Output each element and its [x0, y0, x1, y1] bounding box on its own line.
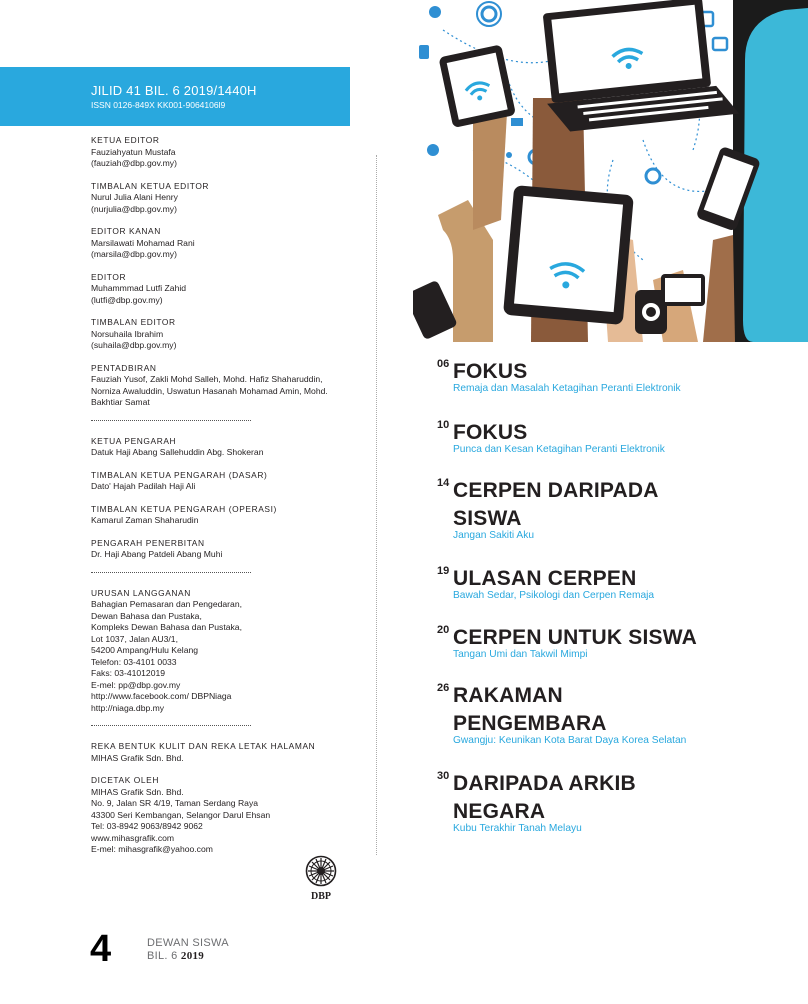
magazine-name: DEWAN SISWA	[147, 937, 229, 949]
masthead-block	[91, 363, 366, 409]
contents-page-number: 06	[437, 358, 450, 370]
masthead-block	[91, 775, 366, 856]
contents-title: CERPEN DARIPADA	[453, 479, 659, 502]
masthead-role: TIMBALAN EDITOR	[91, 317, 176, 327]
masthead-line: E-mel: pp@dbp.gov.my	[91, 679, 181, 690]
masthead-block	[91, 181, 366, 216]
masthead-line: Dr. Haji Abang Patdeli Abang Muhi	[91, 549, 223, 559]
masthead-line: Norniza Awaluddin, Uswatun Hasanah Mohamad Amin, Mohd.	[91, 385, 328, 396]
masthead-line: Datuk Haji Abang Sallehuddin Abg. Shokeran	[91, 447, 264, 457]
masthead-line: http://niaga.dbp.my	[91, 702, 165, 713]
masthead-block	[91, 317, 366, 352]
contents-subtitle: Bawah Sedar, Psikologi dan Cerpen Remaja	[453, 590, 655, 601]
contents-title: ULASAN CERPEN	[453, 567, 637, 590]
devices-illustration	[413, 0, 808, 342]
contents-title: FOKUS	[453, 360, 528, 383]
contents-title: NEGARA	[453, 800, 546, 823]
contents-title: PENGEMBARA	[453, 712, 607, 735]
contents-subtitle: Punca dan Kesan Ketagihan Peranti Elektronik	[453, 444, 665, 455]
masthead-role: TIMBALAN KETUA PENGARAH (DASAR)	[91, 469, 268, 480]
masthead-block	[91, 504, 366, 527]
masthead-line: Marsilawati Mohamad Rani	[91, 237, 195, 248]
contents-subtitle: Gwangju: Keunikan Kota Barat Daya Korea Selatan	[453, 735, 687, 746]
contents-entry[interactable]	[437, 419, 807, 456]
masthead-line: Muhammmad Lutfi Zahid	[91, 283, 187, 293]
contents-subtitle: Jangan Sakiti Aku	[453, 530, 534, 541]
masthead-role: TIMBALAN KETUA PENGARAH (OPERASI)	[91, 503, 277, 514]
contents-title: DARIPADA ARKIB	[453, 772, 636, 795]
masthead-line: E-mel: mihasgrafik@yahoo.com	[91, 844, 213, 854]
masthead-line: (nurjulia@dbp.gov.my)	[91, 203, 177, 214]
contents-entry[interactable]	[437, 477, 807, 542]
dotted-separator	[91, 572, 251, 573]
contents-page-number: 26	[437, 682, 450, 694]
masthead-line: MIHAS Grafik Sdn. Bhd.	[91, 786, 184, 797]
masthead-role: EDITOR KANAN	[91, 226, 161, 236]
masthead-line: Norsuhaila Ibrahim	[91, 328, 164, 339]
contents-page-number: 19	[437, 565, 450, 577]
masthead-block	[91, 135, 366, 170]
contents-subtitle: Kubu Terakhir Tanah Melayu	[453, 823, 582, 834]
masthead-role: REKA BENTUK KULIT DAN REKA LETAK HALAMAN	[91, 741, 316, 751]
masthead-line: (lutfi@dbp.gov.my)	[91, 294, 163, 305]
contents-entry[interactable]	[437, 358, 807, 395]
column-divider	[376, 155, 377, 855]
masthead-line: Tel: 03-8942 9063/8942 9062	[91, 821, 203, 831]
masthead-role: URUSAN LANGGANAN	[91, 587, 191, 598]
contents-entry[interactable]	[437, 682, 807, 747]
masthead-block	[91, 272, 366, 307]
issue-number: BIL. 6	[147, 950, 178, 962]
dbp-logo	[305, 855, 337, 903]
masthead-line: Kompleks Dewan Bahasa dan Pustaka,	[91, 622, 242, 632]
masthead-block	[91, 538, 366, 561]
contents-subtitle: Tangan Umi dan Takwil Mimpi	[453, 649, 588, 660]
issue-band	[0, 67, 350, 126]
masthead-line: (suhaila@dbp.gov.my)	[91, 340, 177, 350]
contents-page-number: 30	[437, 770, 450, 782]
masthead-line: Fauziahyatun Mustafa	[91, 146, 176, 157]
masthead-line: Dewan Bahasa dan Pustaka,	[91, 610, 202, 621]
contents-entry[interactable]	[437, 565, 807, 602]
contents-title: SISWA	[453, 507, 522, 530]
masthead-line: (marsila@dbp.gov.my)	[91, 249, 177, 259]
contents-title: FOKUS	[453, 421, 528, 444]
contents-entry[interactable]	[437, 770, 807, 835]
contents-page-number: 20	[437, 624, 450, 636]
masthead-role: PENTADBIRAN	[91, 362, 157, 373]
masthead-line: Faks: 03-41012019	[91, 668, 166, 678]
volume-label: JILID 41 BIL. 6 2019/1440H	[91, 83, 257, 98]
masthead-line: Nurul Julia Alani Henry	[91, 192, 178, 202]
masthead-role: KETUA EDITOR	[91, 135, 160, 145]
masthead-role: KETUA PENGARAH	[91, 435, 177, 446]
issue-year: 2019	[180, 950, 205, 962]
masthead-line: Lot 1037, Jalan AU3/1,	[91, 633, 178, 644]
masthead-role: TIMBALAN KETUA EDITOR	[91, 180, 210, 191]
masthead-line: No. 9, Jalan SR 4/19, Taman Serdang Raya	[91, 798, 259, 808]
contents-page-number: 14	[437, 477, 450, 489]
masthead-line: Kamarul Zaman Shaharudin	[91, 515, 199, 525]
contents-page-number: 10	[437, 419, 450, 431]
contents-entry[interactable]	[437, 624, 807, 661]
dotted-separator	[91, 725, 251, 726]
masthead-block	[91, 588, 366, 715]
masthead-line: (fauziah@dbp.gov.my)	[91, 158, 177, 168]
masthead-role: EDITOR	[91, 271, 127, 282]
masthead-block	[91, 470, 366, 493]
masthead-line: Bahagian Pemasaran dan Pengedaran,	[91, 599, 242, 609]
masthead	[91, 135, 366, 867]
masthead-line: http://www.facebook.com/ DBPNiaga	[91, 691, 232, 701]
page-number: 4	[90, 928, 112, 970]
masthead-line: www.mihasgrafik.com	[91, 832, 175, 843]
masthead-line: 54200 Ampang/Hulu Kelang	[91, 645, 199, 655]
masthead-line: Telefon: 03-4101 0033	[91, 656, 177, 667]
masthead-line: MIHAS Grafik Sdn. Bhd.	[91, 752, 184, 763]
masthead-line: Dato' Hajah Padilah Haji Ali	[91, 481, 196, 491]
masthead-line: Fauziah Yusof, Zakli Mohd Salleh, Mohd. Hafiz Shaharuddin,	[91, 374, 323, 384]
masthead-block	[91, 436, 366, 459]
dotted-separator	[91, 420, 251, 421]
masthead-role: DICETAK OLEH	[91, 775, 160, 785]
masthead-line: Bakhtiar Samat	[91, 397, 150, 407]
magazine-footer	[147, 937, 229, 963]
masthead-block	[91, 741, 366, 764]
logo-text: DBP	[311, 891, 331, 902]
masthead-role: PENGARAH PENERBITAN	[91, 537, 205, 548]
contents-title: CERPEN UNTUK SISWA	[453, 626, 697, 649]
contents-subtitle: Remaja dan Masalah Ketagihan Peranti Elektronik	[453, 383, 681, 394]
masthead-block	[91, 226, 366, 261]
issn-label: ISSN 0126-849X KK001-9064106l9	[91, 100, 226, 110]
masthead-line: 43300 Seri Kembangan, Selangor Darul Ehsan	[91, 809, 271, 820]
contents-title: RAKAMAN	[453, 684, 563, 707]
